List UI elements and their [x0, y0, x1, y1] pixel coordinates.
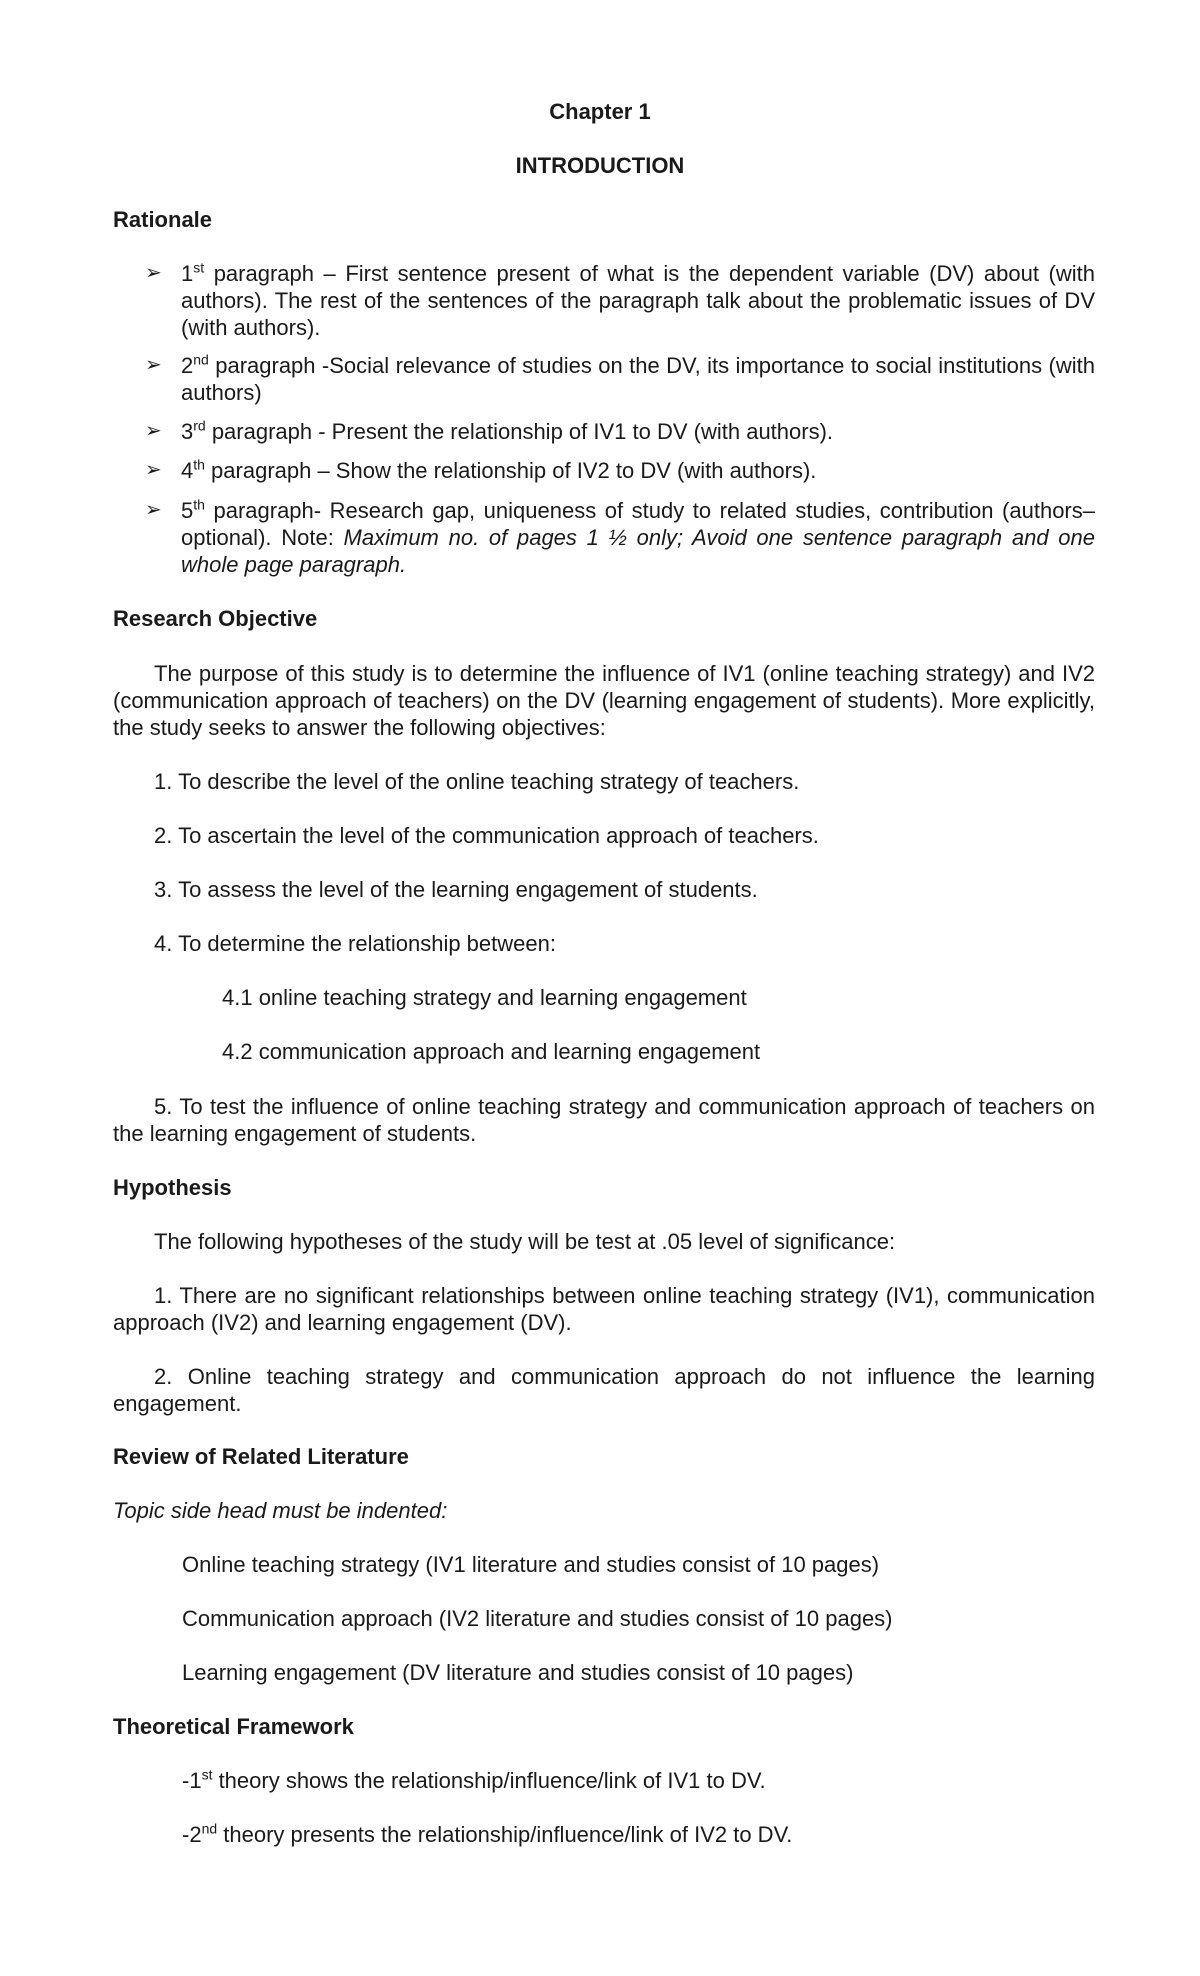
- bullet-text: 4th paragraph – Show the relationship of IV2 to DV (with authors).: [181, 456, 817, 483]
- bullet-text: 1st paragraph – First sentence present of what is the dependent variable (DV) about (with authors). The rest of the sentences of the paragraph talk about the problematic issues of DV (with authors).: [181, 259, 1095, 340]
- review-topic: Communication approach (IV2 literature and studies consist of 10 pages): [182, 1606, 893, 1631]
- objective-item: 5. To test the influence of online teaching strategy and communication approach of teachers on the learning engagement of students.: [113, 1094, 1095, 1146]
- arrow-bullet-icon: ➢: [145, 262, 162, 284]
- objective-subitem: 4.2 communication approach and learning engagement: [222, 1039, 761, 1064]
- arrow-bullet-icon: ➢: [145, 459, 162, 481]
- rationale-bullet: [145, 418, 1095, 445]
- arrow-bullet-icon: ➢: [145, 499, 162, 521]
- bullet-text: 2nd paragraph -Social relevance of studies on the DV, its importance to social institutions (with authors): [181, 351, 1095, 405]
- rationale-bullet: [145, 457, 1095, 484]
- review-topic: Learning engagement (DV literature and studies consist of 10 pages): [182, 1660, 854, 1685]
- hypothesis-heading: Hypothesis: [113, 1175, 232, 1200]
- theory-item: -2nd theory presents the relationship/influence/link of IV2 to DV.: [182, 1820, 793, 1847]
- objective-item: 3. To assess the level of the learning engagement of students.: [154, 877, 758, 902]
- rationale-heading: Rationale: [113, 207, 213, 232]
- section-title: INTRODUCTION: [515, 153, 685, 178]
- hypothesis-item: 1. There are no significant relationships between online teaching strategy (IV1), communication approach (IV2) and learning engagement (DV).: [113, 1283, 1095, 1335]
- hypothesis-item: 2. Online teaching strategy and communication approach do not influence the learning engagement.: [113, 1364, 1095, 1416]
- bullet-text: 5th paragraph- Research gap, uniqueness of study to related studies, contribution (authors–optional). Note: Maximum no. of pages 1 ½ only; Avoid one sentence paragraph and one whole page paragraph.: [181, 496, 1095, 577]
- objective-intro-paragraph: The purpose of this study is to determine the influence of IV1 (online teaching strategy) and IV2 (communication approach of teachers) on the DV (learning engagement of students). More explicitly, the study seeks to answer the following objectives:: [113, 661, 1095, 740]
- review-instruction: Topic side head must be indented:: [113, 1498, 448, 1523]
- objective-subitem: 4.1 online teaching strategy and learning engagement: [222, 985, 747, 1010]
- theoretical-framework-heading: Theoretical Framework: [113, 1714, 354, 1739]
- page-limit-note: Maximum no. of pages 1 ½ only; Avoid one sentence paragraph and one whole page paragraph.: [181, 525, 1095, 577]
- chapter-label: Chapter 1: [549, 99, 651, 124]
- objective-item: 2. To ascertain the level of the communication approach of teachers.: [154, 823, 819, 848]
- bullet-text: 3rd paragraph - Present the relationship of IV1 to DV (with authors).: [181, 417, 834, 444]
- arrow-bullet-icon: ➢: [145, 420, 162, 442]
- research-objective-heading: Research Objective: [113, 606, 318, 631]
- objective-item: 4. To determine the relationship between:: [154, 931, 556, 956]
- objective-item: 1. To describe the level of the online teaching strategy of teachers.: [154, 769, 800, 794]
- hypothesis-intro: The following hypotheses of the study will be test at .05 level of significance:: [154, 1229, 896, 1254]
- rationale-bullet: [145, 352, 1095, 406]
- rationale-bullet: [145, 497, 1095, 578]
- rationale-bullet: [145, 260, 1095, 341]
- review-topic: Online teaching strategy (IV1 literature and studies consist of 10 pages): [182, 1552, 880, 1577]
- arrow-bullet-icon: ➢: [145, 354, 162, 376]
- theory-item: -1st theory shows the relationship/influence/link of IV1 to DV.: [182, 1766, 766, 1793]
- review-heading: Review of Related Literature: [113, 1444, 409, 1469]
